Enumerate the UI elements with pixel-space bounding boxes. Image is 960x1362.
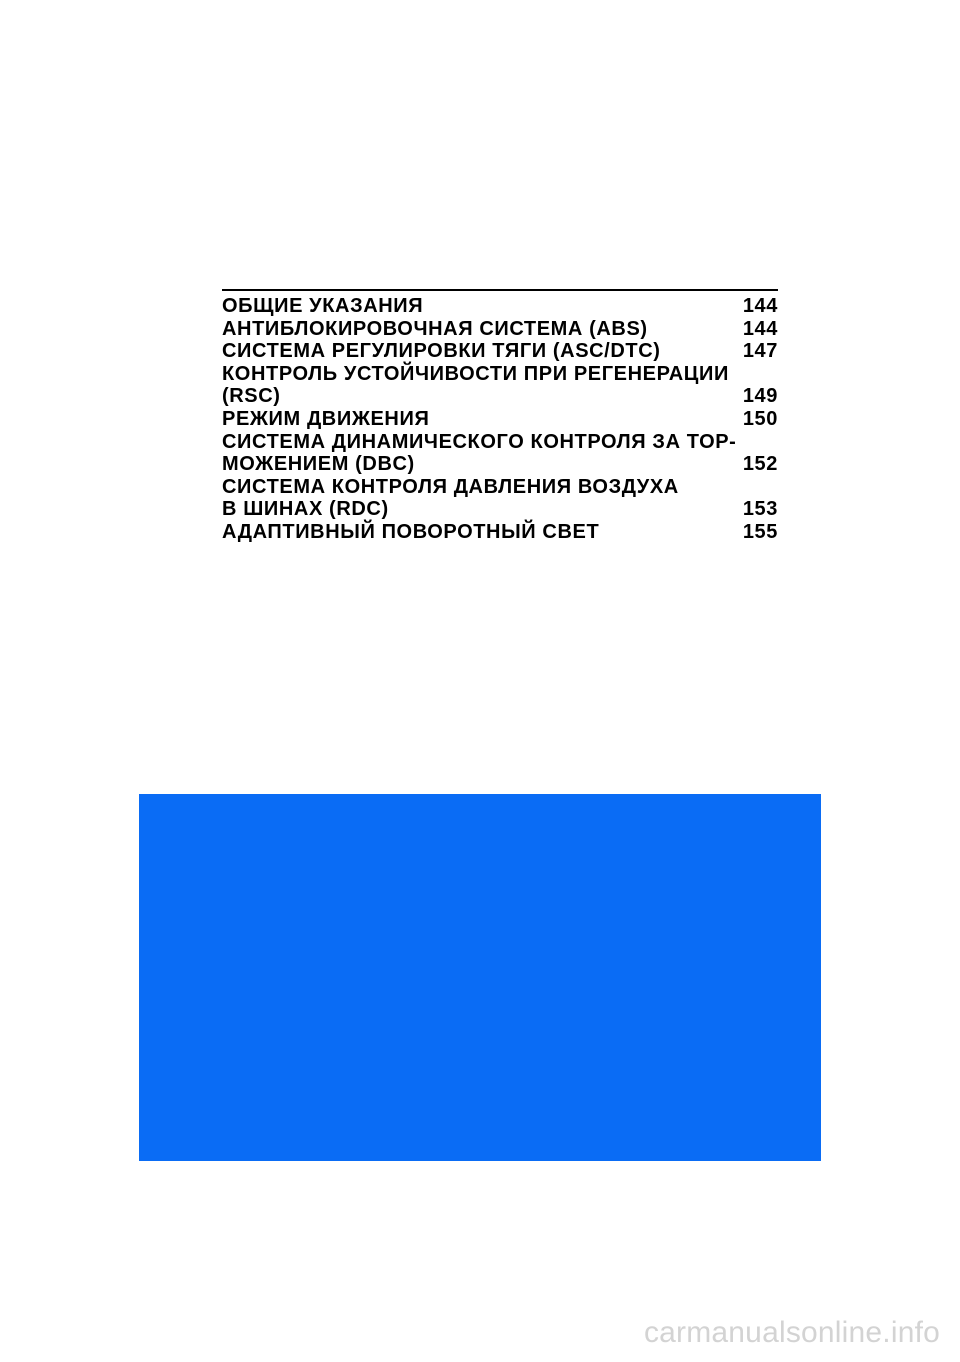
toc-line xyxy=(222,385,778,408)
toc-line xyxy=(222,453,778,476)
toc-entry-title: РЕЖИМ ДВИЖЕНИЯ xyxy=(222,407,430,430)
toc-page-number: 155 xyxy=(742,520,778,543)
toc-entry[interactable] xyxy=(222,521,778,544)
toc-page-number: 150 xyxy=(742,407,778,430)
toc-entry-title: ОБЩИЕ УКАЗАНИЯ xyxy=(222,295,424,317)
toc-page-number: 153 xyxy=(742,498,778,521)
toc-line xyxy=(222,431,778,454)
toc-page-number: 144 xyxy=(742,317,778,340)
toc-entry-title: МОЖЕНИЕМ (DBC) xyxy=(222,453,415,476)
watermark-text: carmanualsonline.info xyxy=(643,1316,940,1349)
toc-line xyxy=(222,521,778,544)
toc-entry[interactable] xyxy=(222,318,778,341)
toc-entry[interactable] xyxy=(222,476,778,521)
toc-line xyxy=(222,340,778,363)
table-of-contents xyxy=(222,289,778,544)
toc-entry[interactable] xyxy=(222,295,778,318)
toc-line xyxy=(222,498,778,521)
toc-entry[interactable] xyxy=(222,431,778,476)
chapter-color-panel xyxy=(139,794,821,1161)
toc-page-number: 149 xyxy=(742,385,778,408)
toc-entry-title: В ШИНАХ (RDC) xyxy=(222,498,389,521)
toc-page-number: 152 xyxy=(742,453,778,476)
toc-line xyxy=(222,476,778,499)
toc-entry-title: СИСТЕМА КОНТРОЛЯ ДАВЛЕНИЯ ВОЗДУХА xyxy=(222,475,679,498)
toc-line xyxy=(222,318,778,341)
toc-page-number: 147 xyxy=(742,340,778,363)
toc-entry-title: АДАПТИВНЫЙ ПОВОРОТНЫЙ СВЕТ xyxy=(222,520,600,543)
toc-entry-title: (RSC) xyxy=(222,385,281,408)
toc-entry[interactable] xyxy=(222,340,778,363)
toc-entry-title: АНТИБЛОКИРОВОЧНАЯ СИСТЕМА (ABS) xyxy=(222,317,648,340)
toc-entry[interactable] xyxy=(222,363,778,408)
toc-entry[interactable] xyxy=(222,408,778,431)
toc-line xyxy=(222,295,778,318)
toc-line xyxy=(222,408,778,431)
toc-entry-title: СИСТЕМА ДИНАМИЧЕСКОГО КОНТРОЛЯ ЗА ТОР- xyxy=(222,430,737,453)
toc-entry-title: КОНТРОЛЬ УСТОЙЧИВОСТИ ПРИ РЕГЕНЕРАЦИИ xyxy=(222,362,729,385)
toc-entry-title: СИСТЕМА РЕГУЛИРОВКИ ТЯГИ (ASC/DTC) xyxy=(222,340,661,363)
toc-line xyxy=(222,363,778,386)
toc-page-number: 144 xyxy=(742,295,778,317)
